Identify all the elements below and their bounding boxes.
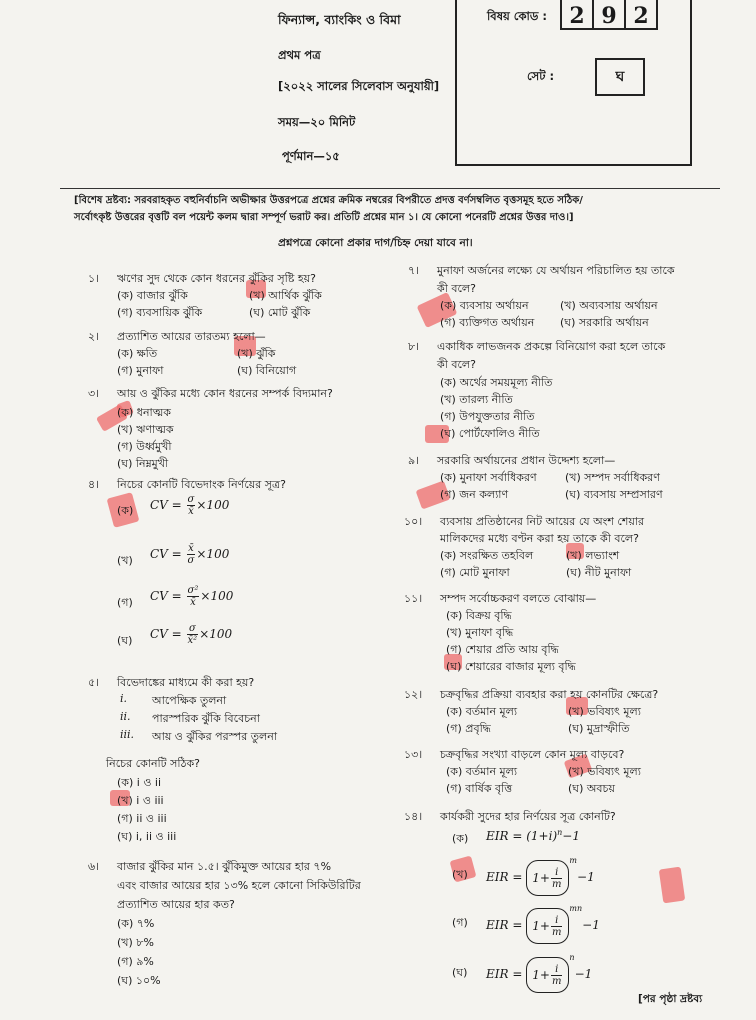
q5-item-iii-label: iii. (120, 728, 135, 741)
q9-option-c: (গ) জন কল্যাণ (440, 488, 509, 501)
q1-option-c: (গ) ব্যবসায়িক ঝুঁকি (117, 306, 203, 319)
q2-text: প্রত্যাশিত আয়ের তারতম্য হলো— (117, 330, 266, 343)
q4-option-a-formula (150, 494, 229, 517)
q6-line-1: বাজার ঝুঁকির মান ১.৫। ঝুঁকিমুক্ত আয়ের হার ৭% (117, 860, 332, 873)
q6-option-d: (ঘ) ১০% (117, 974, 161, 987)
frac-den: x̄ (188, 506, 194, 517)
one-plus: 1+ (532, 967, 550, 982)
code-box (455, 0, 692, 166)
q3-option-d: (ঘ) নিম্নমুখী (117, 457, 169, 470)
minus-one: −1 (562, 829, 580, 843)
q6-option-b: (খ) ৮% (117, 936, 154, 949)
time-label: সময়—২০ মিনিট (278, 115, 356, 129)
q3-option-b: (খ) ঋণাত্মক (117, 423, 174, 436)
code-digit-2: 9 (592, 0, 626, 30)
minus-one: −1 (574, 967, 593, 981)
minus-one: −1 (577, 870, 595, 884)
exponent: n (557, 828, 563, 837)
cv-label: CV = (150, 498, 182, 512)
q14-text: কার্যকরী সুদের হার নির্ণয়ের সূত্র কোনটি? (440, 810, 616, 823)
q2-option-c: (গ) মুনাফা (117, 364, 164, 377)
q1-text: ঋণের সুদ থেকে কোন ধরনের ঝুঁকির সৃষ্টি হয়? (117, 272, 316, 285)
minus-one: −1 (582, 918, 600, 932)
frac-num: i (551, 915, 562, 927)
instruction-line-2: সর্বোৎকৃষ্ট উত্তরের বৃত্তটি বল পয়েন্ট কলম দ্বারা সম্পূর্ণ ভরাট কর। প্রতিটি প্রশ্নের মান ১। যে কোনো পনেরটি প্রশ্নের উত্তর দাও।] (74, 212, 574, 223)
q5-option-b: (খ) i ও iii (117, 794, 164, 807)
q7-line-1: মুনাফা অর্জনের লক্ষ্যে যে অর্থায়ন পরিচালিত হয় তাকে (437, 264, 675, 277)
q2-option-b: (খ) ঝুঁকি (237, 347, 276, 360)
q14-option-c-formula (486, 904, 600, 944)
exponent: mn (569, 904, 583, 913)
q8-line-1: একাধিক লাভজনক প্রকল্পে বিনিয়োগ করা হলে তাকে (437, 340, 666, 353)
q11-number: ১১। (404, 592, 423, 605)
one-plus: 1+ (532, 918, 550, 933)
q5-item-ii: পারস্পরিক ঝুঁকি বিবেচনা (152, 712, 260, 725)
q5-option-d: (ঘ) i, ii ও iii (117, 830, 177, 843)
q4-option-d-formula (150, 623, 232, 646)
q10-option-d: (ঘ) নীট মুনাফা (566, 566, 632, 579)
q3-number: ৩। (88, 387, 100, 400)
q12-option-a: (ক) বর্তমান মূল্য (446, 705, 518, 718)
q6-number: ৬। (88, 860, 100, 873)
one-plus-i: (1+i) (526, 829, 558, 843)
q11-option-c: (গ) শেয়ার প্রতি আয় বৃদ্ধি (446, 643, 559, 656)
q2-option-d: (ঘ) বিনিয়োগ (237, 364, 297, 377)
q9-option-b: (খ) সম্পদ সর্বাধিকরণ (565, 471, 660, 484)
q9-text: সরকারি অর্থায়নের প্রধান উদ্দেশ্য হলো— (437, 454, 616, 467)
q4-option-b-label: (খ) (117, 554, 133, 567)
q10-option-a: (ক) সংরক্ষিত তহবিল (440, 549, 534, 562)
q13-number: ১৩। (404, 748, 423, 761)
q7-option-b: (খ) অব্যবসায় অর্থায়ন (560, 299, 658, 312)
cv-label: CV = (150, 547, 182, 561)
cv-label: CV = (150, 589, 182, 603)
q11-text: সম্পদ সর্বোচ্চকরণ বলতে বোঝায়— (440, 592, 597, 605)
times-100: ×100 (196, 498, 230, 512)
q14-option-c-label: (গ) (452, 916, 468, 929)
q12-option-c: (গ) প্রবৃদ্ধি (446, 722, 491, 735)
q8-option-c: (গ) উপযুক্ততার নীতি (440, 410, 535, 423)
paper-label: প্রথম পত্র (278, 48, 321, 62)
eir-label: EIR = (486, 918, 523, 932)
q14-number: ১৪। (404, 810, 423, 823)
q5-which: নিচের কোনটি সঠিক? (106, 757, 200, 770)
stray-mark (659, 867, 686, 904)
q14-option-b-label: (খ) (452, 868, 468, 881)
exponent: n (569, 953, 575, 962)
q11-option-d: (ঘ) শেয়ারের বাজার মূল্য বৃদ্ধি (446, 660, 576, 673)
q4-number: ৪। (88, 478, 100, 491)
cv-label: CV = (150, 627, 182, 641)
q8-option-a: (ক) অর্থের সময়মূল্য নীতি (440, 376, 553, 389)
exponent: m (569, 856, 578, 865)
q5-item-i-label: i. (120, 692, 128, 705)
q8-option-d: (ঘ) পোর্টফোলিও নীতি (440, 427, 540, 440)
code-digit-1: 2 (560, 0, 594, 30)
frac-den: x̄² (187, 635, 198, 646)
q6-option-a: (ক) ৭% (117, 917, 155, 930)
q13-option-d: (ঘ) অবচয় (568, 782, 615, 795)
q9-number: ৯। (408, 454, 420, 467)
q1-number: ১। (88, 272, 100, 285)
frac-den: m (551, 878, 562, 890)
divider (60, 188, 720, 190)
frac-den: m (551, 926, 562, 938)
q4-option-c-label: (গ) (117, 596, 133, 609)
frac-num: i (551, 964, 562, 976)
q7-option-a: (ক) ব্যবসায় অর্থায়ন (440, 299, 529, 312)
q13-text: চক্রবৃদ্ধির সংখ্যা বাড়লে কোন মূল্য বাড়বে? (440, 748, 625, 761)
frac-num: i (551, 867, 562, 879)
q10-option-c: (গ) মোট মুনাফা (440, 566, 510, 579)
q5-item-ii-label: ii. (120, 710, 131, 723)
q4-option-c-formula (150, 585, 233, 608)
q3-text: আয় ও ঝুঁকির মধ্যে কোন ধরনের সম্পর্ক বিদ্যমান? (117, 387, 333, 400)
q4-text: নিচের কোনটি বিভেদাংক নির্ণয়ের সূত্র? (117, 478, 286, 491)
q5-item-iii: আয় ও ঝুঁকির পরস্পর তুলনা (152, 730, 278, 743)
q14-option-b-formula (486, 856, 595, 896)
q5-option-a: (ক) i ও ii (117, 776, 162, 789)
q4-option-d-label: (ঘ) (117, 634, 133, 647)
q13-option-b: (খ) ভবিষ্যৎ মূল্য (568, 765, 641, 778)
q7-line-2: কী বলে? (437, 282, 476, 295)
q1-option-d: (ঘ) মোট ঝুঁকি (249, 306, 311, 319)
q5-item-i: আপেক্ষিক তুলনা (152, 694, 227, 707)
eir-label: EIR = (486, 870, 523, 884)
eir-label: EIR = (486, 829, 523, 843)
q1-option-b: (খ) আর্থিক ঝুঁকি (249, 289, 322, 302)
marks-label: পূর্ণমান—১৫ (282, 149, 340, 163)
q9-option-a: (ক) মুনাফা সর্বাধিকরণ (440, 471, 537, 484)
frac-num: σ² (187, 585, 199, 596)
frac-num: x̄ (188, 543, 194, 554)
q7-option-d: (ঘ) সরকারি অর্থায়ন (560, 316, 649, 329)
q12-option-d: (ঘ) মুদ্রাস্ফীতি (568, 722, 630, 735)
set-label: সেট : (527, 69, 555, 83)
frac-num: σ (187, 623, 199, 635)
q6-line-3: প্রত্যাশিত আয়ের হার কত? (117, 898, 235, 911)
q9-option-d: (ঘ) ব্যবসায় সম্প্রসারণ (565, 488, 663, 501)
subject-title: ফিন্যান্স, ব্যাংকিং ও বিমা (278, 12, 401, 27)
q8-number: ৮। (408, 340, 420, 353)
times-100: ×100 (200, 589, 234, 603)
instruction-line-3: প্রশ্নপত্রে কোনো প্রকার দাগ/চিহ্ন দেয়া যাবে না। (278, 237, 473, 249)
q6-option-c: (গ) ৯% (117, 955, 154, 968)
q6-line-2: এবং বাজার আয়ের হার ১৩% হলে কোনো সিকিউরিটির (117, 879, 361, 892)
q10-number: ১০। (404, 515, 423, 528)
syllabus-note: [২০২২ সালের সিলেবাস অনুযায়ী] (278, 79, 440, 93)
q14-option-d-formula (486, 953, 592, 993)
q5-option-c: (গ) ii ও iii (117, 812, 167, 825)
set-value: ঘ (595, 58, 645, 96)
next-page-note: [পর পৃষ্ঠা দ্রষ্টব্য (638, 993, 703, 1005)
q5-number: ৫। (88, 676, 100, 689)
frac-den: x̄ (190, 597, 196, 608)
q4-option-a-label: (ক) (117, 504, 134, 517)
one-plus: 1+ (532, 870, 550, 885)
q8-option-b: (খ) তারল্য নীতি (440, 393, 513, 406)
q11-option-b: (খ) মুনাফা বৃদ্ধি (446, 626, 514, 639)
q12-option-b: (খ) ভবিষ্যৎ মূল্য (568, 705, 641, 718)
q10-line-1: ব্যবসায় প্রতিষ্ঠানের নিট আয়ের যে অংশ শেয়ার (440, 515, 645, 528)
q14-option-a-label: (ক) (452, 832, 469, 845)
q10-line-2: মালিকদের মধ্যে বণ্টন করা হয় তাকে কী বলে? (440, 532, 639, 545)
frac-den: m (551, 975, 562, 987)
q12-number: ১২। (404, 688, 423, 701)
frac-den: σ (187, 555, 195, 566)
q14-option-a-formula (486, 828, 580, 843)
instruction-line-1: [বিশেষ দ্রষ্টব্য: সরবরাহকৃত বহুনির্বাচনি অভীক্ষার উত্তরপত্রে প্রশ্নের ক্রমিক নম্বরের বিপরীতে প্রদত্ত বর্ণসম্বলিত বৃত্তসমূহ হতে সঠিক/ (74, 195, 583, 206)
q13-option-a: (ক) বর্তমান মূল্য (446, 765, 518, 778)
q8-line-2: কী বলে? (437, 358, 476, 371)
q3-option-c: (গ) উর্ধ্বমুখী (117, 440, 172, 453)
q7-number: ৭। (408, 264, 420, 277)
q1-option-a: (ক) বাজার ঝুঁকি (117, 289, 188, 302)
q2-number: ২। (88, 330, 100, 343)
q7-option-c: (গ) ব্যক্তিগত অর্থায়ন (440, 316, 535, 329)
code-digit-3: 2 (624, 0, 658, 30)
frac-num: σ (187, 494, 195, 505)
q14-option-d-label: (ঘ) (452, 966, 468, 979)
eir-label: EIR = (486, 967, 523, 981)
q3-option-a: (ক) ধনাত্মক (117, 406, 171, 419)
q2-option-a: (ক) ক্ষতি (117, 347, 158, 360)
q11-option-a: (ক) বিক্রয় বৃদ্ধি (446, 609, 512, 622)
q5-text: বিভেদাঙ্কের মাধ্যমে কী করা হয়? (117, 676, 255, 689)
times-100: ×100 (199, 627, 233, 641)
subject-code-label: বিষয় কোড : (487, 9, 547, 23)
times-100: ×100 (196, 547, 230, 561)
q13-option-c: (গ) বার্ষিক বৃত্তি (446, 782, 513, 795)
q12-text: চক্রবৃদ্ধির প্রক্রিয়া ব্যবহার করা হয় কোনটির ক্ষেত্রে? (440, 688, 659, 701)
q4-option-b-formula (150, 543, 229, 566)
q10-option-b: (খ) লভ্যাংশ (566, 549, 620, 562)
